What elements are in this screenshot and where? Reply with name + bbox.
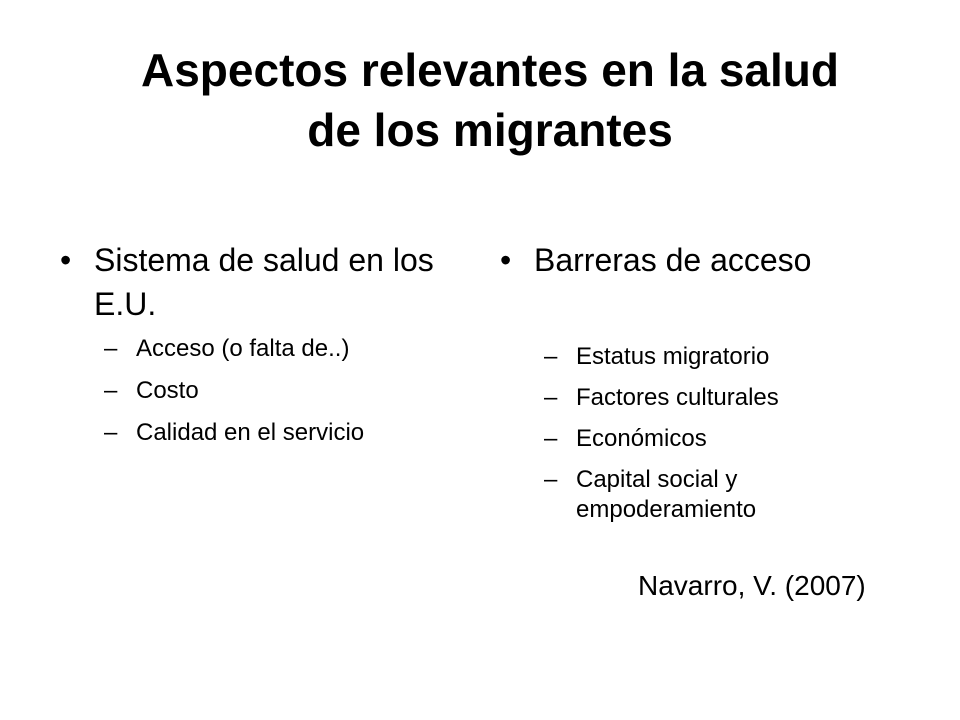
list-item: [500, 424, 900, 454]
list-item: [500, 383, 900, 413]
right-bullet-text: Barreras de acceso: [534, 242, 812, 278]
list-item: [60, 334, 460, 364]
list-item: [500, 465, 900, 525]
bullet-icon: •: [500, 242, 512, 278]
right-item-text: Estatus migratorio: [576, 343, 770, 370]
left-item-text: Calidad en el servicio: [136, 419, 365, 446]
dash-icon: –: [104, 377, 118, 404]
dash-icon: –: [104, 419, 118, 446]
right-sublist: [500, 342, 900, 525]
dash-icon: –: [544, 343, 558, 370]
list-item: [60, 376, 460, 406]
left-sublist: [60, 334, 460, 448]
dash-icon: –: [544, 466, 558, 493]
right-column: [500, 238, 900, 536]
left-item-text: Costo: [136, 377, 199, 404]
left-column: [60, 238, 460, 460]
dash-icon: –: [104, 335, 118, 362]
title-line-2: de los migrantes: [307, 104, 673, 156]
right-bullet: [500, 238, 900, 282]
list-item: [500, 342, 900, 372]
title-line-1: Aspectos relevantes en la salud: [141, 44, 839, 96]
right-item-text: Capital social y empoderamiento: [576, 466, 757, 523]
right-item-text: Factores culturales: [576, 384, 779, 411]
dash-icon: –: [544, 384, 558, 411]
left-item-text: Acceso (o falta de..): [136, 335, 350, 362]
citation: Navarro, V. (2007): [638, 570, 866, 601]
bullet-icon: •: [60, 242, 72, 278]
left-bullet: [60, 238, 460, 326]
dash-icon: –: [544, 425, 558, 452]
slide-title: [60, 40, 920, 160]
list-item: [60, 418, 460, 448]
right-item-text: Económicos: [576, 425, 707, 452]
left-bullet-text: Sistema de salud en los E.U.: [94, 242, 434, 322]
